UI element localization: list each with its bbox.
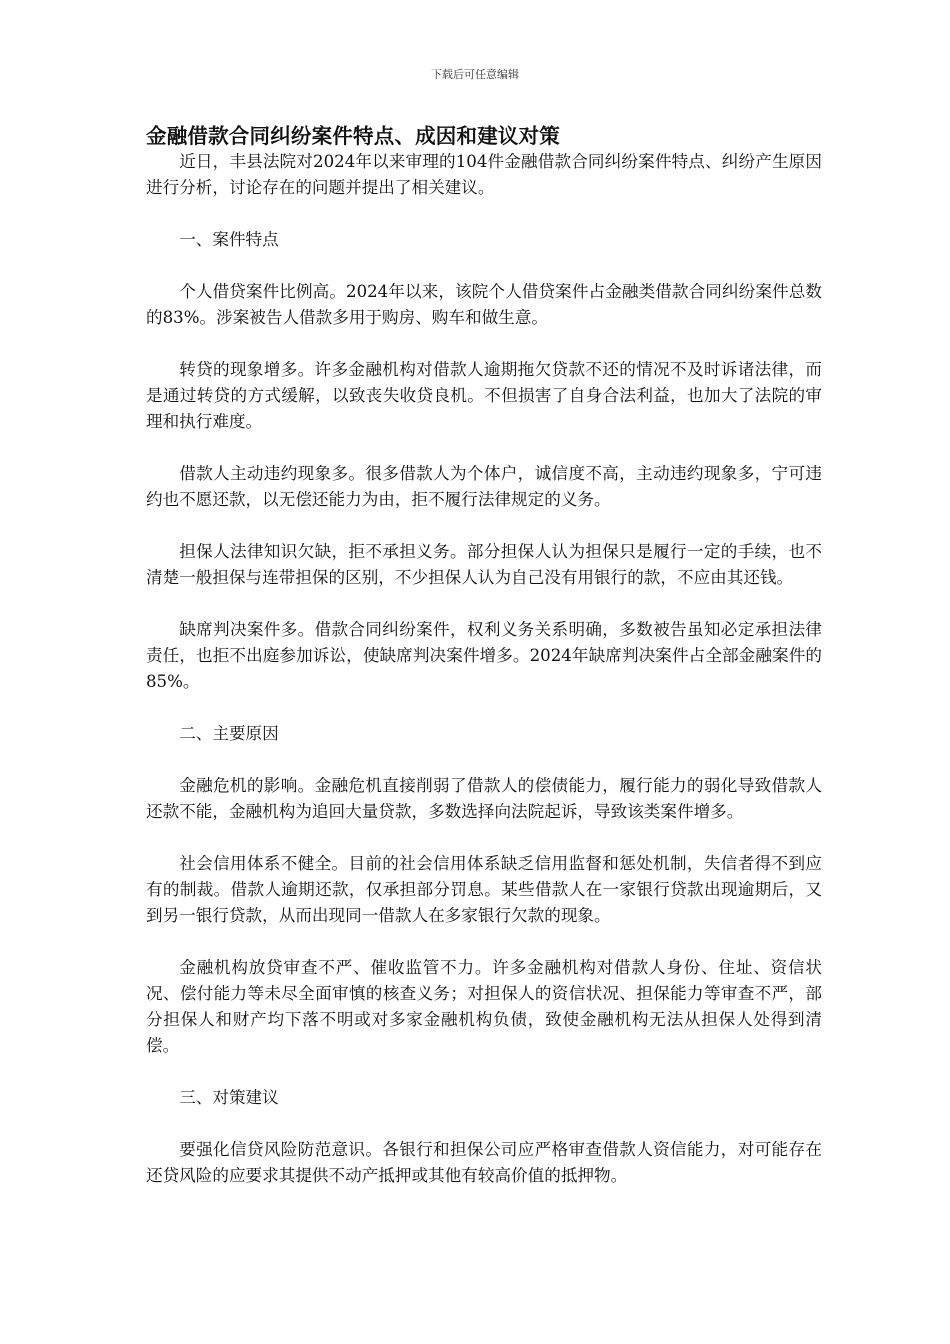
paragraph: 转贷的现象增多。许多金融机构对借款人逾期拖欠贷款不还的情况不及时诉诸法律，而是通过转贷的方式缓解，以致丧失收贷良机。不但损害了自身合法利益，也加大了法院的审理和执行难度。 xyxy=(146,360,822,431)
paragraph: 借款人主动违约现象多。很多借款人为个体户，诚信度不高，主动违约现象多，宁可违约也不愿还款，以无偿还能力为由，拒不履行法律规定的义务。 xyxy=(146,464,822,509)
paragraph: 社会信用体系不健全。目前的社会信用体系缺乏信用监督和惩处机制，失信者得不到应有的制裁。借款人逾期还款，仅承担部分罚息。某些借款人在一家银行贷款出现逾期后，又到另一银行贷款，从而出现同一借款人在多家银行欠款的现象。 xyxy=(146,854,822,925)
paragraph: 个人借贷案件比例高。2024年以来，该院个人借贷案件占金融类借款合同纠纷案件总数的83%。涉案被告人借款多用于购房、购车和做生意。 xyxy=(146,282,822,327)
paragraph: 金融危机的影响。金融危机直接削弱了借款人的偿债能力，履行能力的弱化导致借款人还款不能，金融机构为追回大量贷款，多数选择向法院起诉，导致该类案件增多。 xyxy=(146,776,822,821)
paragraph: 金融机构放贷审查不严、催收监管不力。许多金融机构对借款人身份、住址、资信状况、偿付能力等未尽全面审慎的核查义务；对担保人的资信状况、担保能力等审查不严，部分担保人和财产均下落不明或对多家金融机构负债，致使金融机构无法从担保人处得到清偿。 xyxy=(146,958,822,1055)
paragraph: 要强化信贷风险防范意识。各银行和担保公司应严格审查借款人资信能力，对可能存在还贷风险的应要求其提供不动产抵押或其他有较高价值的抵押物。 xyxy=(146,1140,822,1185)
paragraph: 缺席判决案件多。借款合同纠纷案件，权利义务关系明确，多数被告虽知必定承担法律责任，也拒不出庭参加诉讼，使缺席判决案件增多。2024年缺席判决案件占全部金融案件的85%。 xyxy=(146,620,822,691)
intro-paragraph: 近日，丰县法院对2024年以来审理的104件金融借款合同纠纷案件特点、纠纷产生原因进行分析，讨论存在的问题并提出了相关建议。 xyxy=(146,152,822,197)
section-heading-features: 一、案件特点 xyxy=(179,230,279,249)
document-title: 金融借款合同纠纷案件特点、成因和建议对策 xyxy=(146,124,560,148)
document-body xyxy=(146,120,822,1215)
section-heading-causes: 二、主要原因 xyxy=(179,724,279,743)
paragraph: 担保人法律知识欠缺，拒不承担义务。部分担保人认为担保只是履行一定的手续，也不清楚一般担保与连带担保的区别，不少担保人认为自己没有用银行的款，不应由其还钱。 xyxy=(146,542,822,587)
header-note: 下载后可任意编辑 xyxy=(431,68,519,81)
section-heading-suggestions: 三、对策建议 xyxy=(179,1088,279,1107)
